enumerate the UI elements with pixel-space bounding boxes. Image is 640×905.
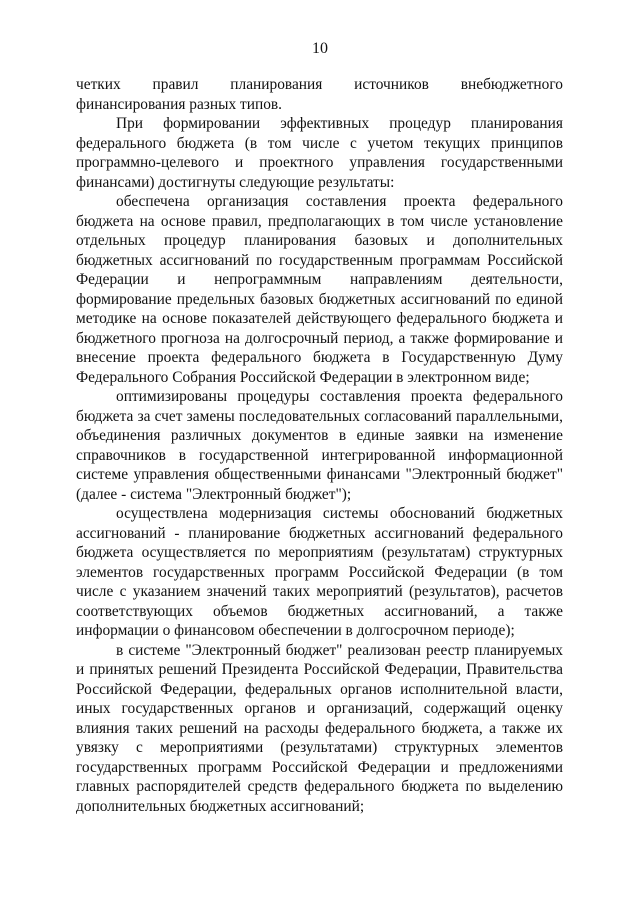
paragraph-optimized-procedures: оптимизированы процедуры составления проекта федерального бюджета за счет замены последовательных согласований параллельными, объединения различных документов в единые заявки на изменение справочников в государственной интегрированной информационной системе управления общественными финансами "Электронный бюджет" (далее - система "Электронный бюджет"); xyxy=(76,388,563,503)
paragraph-continuation: четких правил планирования источников внебюджетного финансирования разных типов. xyxy=(76,76,563,113)
paragraph-intro-results: При формировании эффективных процедур планирования федерального бюджета (в том числе с учетом текущих принципов программно-целевого и проектного управления государственными финансами) достигнуты следующие результаты: xyxy=(76,115,563,191)
paragraph-decisions-registry: в системе "Электронный бюджет" реализован реестр планируемых и принятых решений Президента Российской Федерации, Правительства Российской Федерации, федеральных органов исполнительной власти, иных государственных органов и организаций, содержащий оценку влияния таких решений на расходы федерального бюджета, а также их увязку с мероприятиями (результатами) структурных элементов государственных программ Российской Федерации и предложениями главных распорядителей средств федерального бюджета по выделению дополнительных бюджетных ассигнований; xyxy=(76,641,563,815)
document-body xyxy=(76,75,563,816)
page-number: 10 xyxy=(312,40,328,57)
paragraph-modernization: осуществлена модернизация системы обоснований бюджетных ассигнований - планирование бюджетных ассигнований федерального бюджета осуществляется по мероприятиям (результатам) структурных элементов государственных программ Российской Федерации (в том числе с указанием значений таких мероприятий (результатов), расчетов соответствующих объемов бюджетных ассигнований, а также информации о финансовом обеспечении в долгосрочном периоде); xyxy=(76,505,563,639)
paragraph-budget-organization: обеспечена организация составления проекта федерального бюджета на основе правил, предполагающих в том числе установление отдельных процедур планирования базовых и дополнительных бюджетных ассигнований по государственным программам Российской Федерации и непрограммным направлениям деятельности, формирование предельных базовых бюджетных ассигнований по единой методике на основе показателей действующего федерального бюджета и бюджетного прогноза на долгосрочный период, а также формирование и внесение проекта федерального бюджета в Государственную Думу Федерального Собрания Российской Федерации в электронном виде; xyxy=(76,193,563,386)
